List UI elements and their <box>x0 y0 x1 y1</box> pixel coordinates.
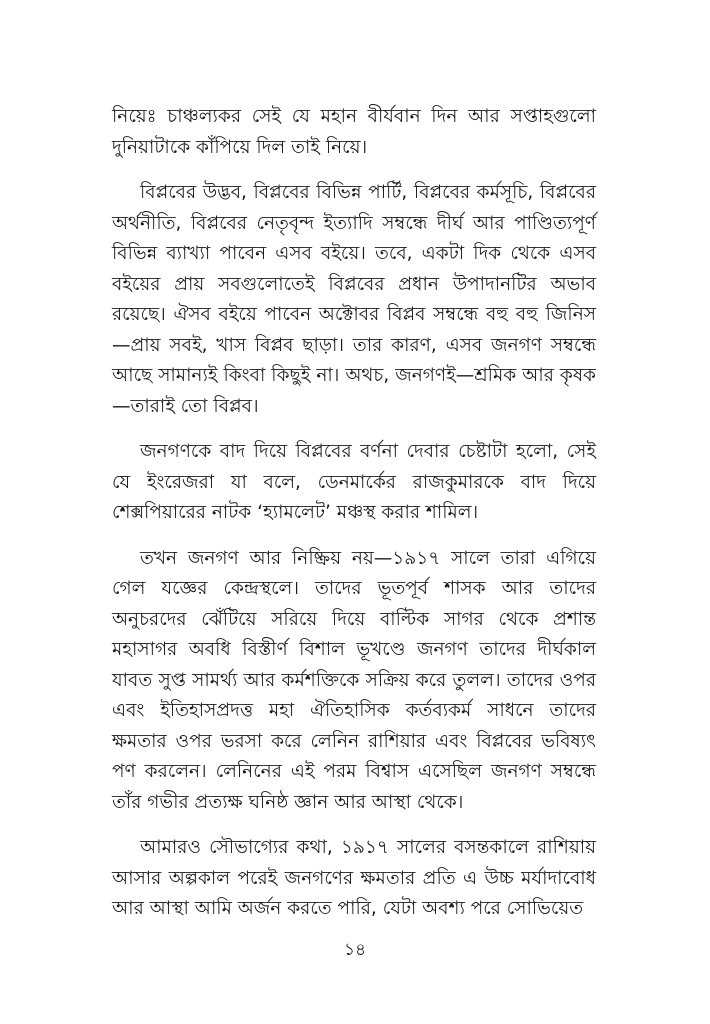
paragraph-fortune: আমারও সৌভাগ্যের কথা, ১৯১৭ সালের বসন্তকালে রাশিয়ায় আসার অল্পকাল পরেই জনগণের ক্ষমতার প্রতি এ উচ্চ মর্যাদাবোধ আর আস্থা আমি অর্জন করতে পারি, যেটা অবশ্য পরে সোভিয়েত <box>112 837 596 919</box>
page-number: ১৪ <box>343 940 367 960</box>
paragraph-hamlet: জনগণকে বাদ দিয়ে বিপ্লবের বর্ণনা দেবার চেষ্টাটা হলো, সেই যে ইংরেজরা যা বলে, ডেনমার্কের রাজকুমারকে বাদ দিয়ে শেক্সপিয়ারের নাটক ‘হ্যামলেট’ মঞ্চস্থ করার শামিল। <box>112 441 596 523</box>
body-text <box>112 102 596 940</box>
paragraph-people-1917: তখন জনগণ আর নিষ্ক্রিয় নয়—১৯১৭ সালে তারা এগিয়ে গেল যজ্ঞের কেন্দ্রস্থলে। তাদের ভূতপূর্ব শাসক আর তাদের অনুচরদের ঝেঁটিয়ে সরিয়ে দিয়ে বাল্টিক সাগর থেকে প্রশান্ত মহাসাগর অবধি বিস্তীর্ণ বিশাল ভূখণ্ডে জনগণ তাদের দীর্ঘকাল যাবত সুপ্ত সামর্থ্য আর কর্মশক্তিকে সক্রিয় করে তুলল। তাদের ওপর এবং ইতিহাসপ্রদত্ত মহা ঐতিহাসিক কর্তব্যকর্ম সাধনে তাদের ক্ষমতার ওপর ভরসা করে লেনিন রাশিয়ার এবং বিপ্লবের ভবিষ্যৎ পণ করলেন। লেনিনের এই পরম বিশ্বাস এসেছিল জনগণ সম্বন্ধে তাঁর গভীর প্রত্যক্ষ ঘনিষ্ঠ জ্ঞান আর আস্থা থেকে। <box>112 547 596 813</box>
paragraph-continuation: নিয়েঃ চাঞ্চল্যকর সেই যে মহান বীর্যবান দিন আর সপ্তাহগুলো দুনিয়াটাকে কাঁপিয়ে দিল তাই নিয়ে। <box>112 106 596 158</box>
paragraph-revolution-books: বিপ্লবের উদ্ভব, বিপ্লবের বিভিন্ন পার্টি, বিপ্লবের কর্মসূচি, বিপ্লবের অর্থনীতি, বিপ্লবের নেতৃবৃন্দ ইত্যাদি সম্বন্ধে দীর্ঘ আর পাণ্ডিত্যপূর্ণ বিভিন্ন ব্যাখ্যা পাবেন এসব বইয়ে। তবে, একটা দিক থেকে এসব বইয়ের প্রায় সবগুলোতেই বিপ্লবের প্রধান উপাদানটির অভাব রয়েছে। ঐসব বইয়ে পাবেন অক্টোবর বিপ্লব সম্বন্ধে বহু বহু জিনিস—প্রায় সবই, খাস বিপ্লব ছাড়া। তার কারণ, এসব জনগণ সম্বন্ধে আছে সামান্যই কিংবা কিছুই না। অথচ, জনগণই—শ্রমিক আর কৃষক—তারাই তো বিপ্লব। <box>112 182 596 417</box>
